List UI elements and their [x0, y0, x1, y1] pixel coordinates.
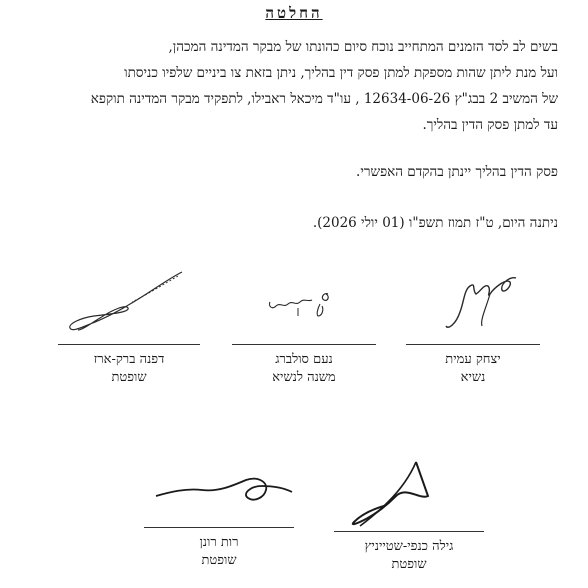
paragraph-line: עד למתן פסק הדין בהליך. [422, 117, 558, 133]
decision-paragraph [28, 34, 558, 138]
signature-line [232, 344, 376, 345]
paragraph-line: בשים לב לסד הזמנים המתחייב נוכח סיום כהונתו של מבקר המדינה המכהן, [168, 39, 558, 55]
signer-role: שופטת [111, 370, 147, 385]
signer-role: משנה לנשיא [272, 370, 336, 385]
given-date-line: ניתנה היום, ט"ז תמוז תשפ"ו (01 יולי 2026). [312, 215, 558, 231]
paragraph-line: של המשיב 2 בבג"ץ 12634-06-26 , עו"ד מיכאל ראבילו, לתפקיד מבקר המדינה תוקפא [90, 91, 558, 107]
signature-line [144, 527, 294, 528]
document-title: החלטה [265, 4, 323, 22]
signer-role: שופטת [201, 553, 237, 568]
signature-ronen-image [150, 466, 300, 516]
signature-line [406, 344, 540, 345]
signature-block-barak-erez [58, 344, 200, 387]
signer-role: נשיא [460, 370, 486, 385]
signature-line [334, 531, 484, 532]
signature-canfy-steinitz-image [340, 456, 440, 532]
paragraph-line: ועל מנת ליתן שהות מספקת למתן פסק דין בהליך, ניתן בזאת צו ביניים שלפיו כניסתו [124, 65, 558, 81]
signature-block-ronen [144, 527, 294, 570]
signature-amit-image [420, 268, 530, 340]
signer-name: גילה כנפי-שטייניץ [364, 539, 454, 554]
signer-name: נעם סולברג [275, 352, 333, 367]
signature-block-canfy-steinitz [334, 531, 484, 574]
judgment-timing-paragraph: פסק הדין בהליך יינתן בהקדם האפשרי. [356, 164, 558, 180]
signature-line [58, 344, 200, 345]
signature-block-amit [406, 344, 540, 387]
signer-name: דפנה ברק-ארז [93, 352, 165, 367]
signature-barak-erez-image [60, 266, 190, 340]
signature-block-sohlberg [232, 344, 376, 387]
signer-name: רות רונן [199, 535, 239, 550]
signer-name: יצחק עמית [445, 352, 501, 367]
signature-sohlberg-image [258, 286, 348, 326]
signer-role: שופטת [391, 557, 427, 572]
